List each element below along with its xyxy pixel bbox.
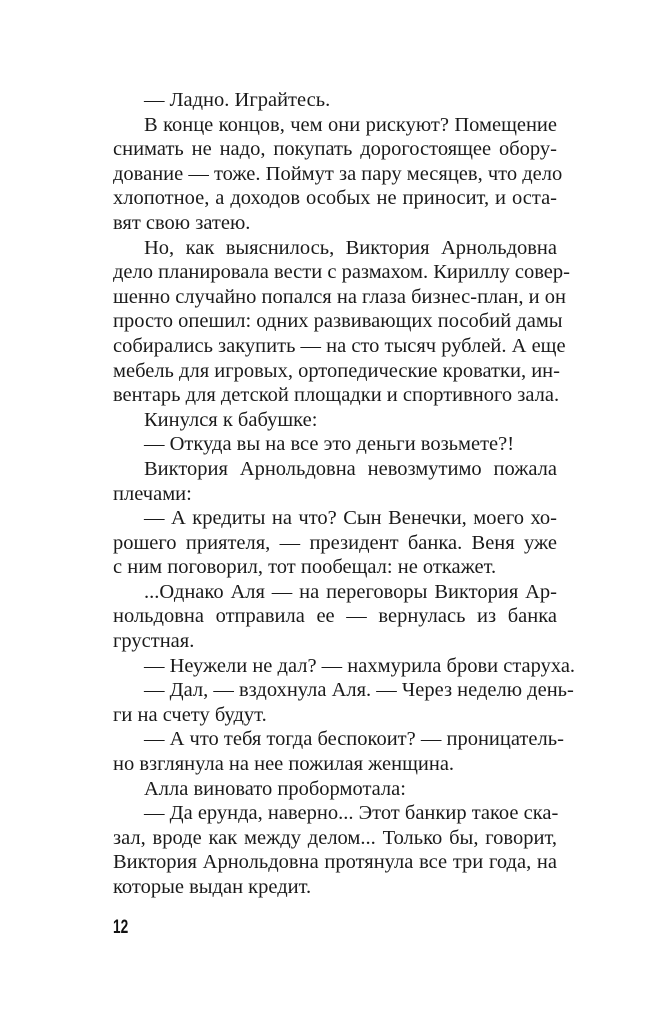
paragraph [113,678,574,727]
text-line: Виктория Арнольдовна невозмутимо пожала [144,457,557,480]
paragraph [113,727,564,776]
paragraph [113,777,557,802]
paragraph [113,506,557,580]
paragraph [113,580,557,654]
text-line: собирались закупить — на сто тысяч рублей. А еще [113,334,566,357]
text-line: вят свою затею. [113,211,251,234]
text-line: — Откуда вы на все это деньги возьмете?! [144,433,515,456]
text-line: дование — тоже. Поймут за пару месяцев, что дело [113,162,563,185]
paragraph [113,408,557,433]
text-line: Кинулся к бабушке: [144,408,318,431]
paragraph [113,113,563,236]
text-line: ...Однако Аля — на переговоры Виктория Ар- [144,580,557,603]
paragraph [113,654,576,679]
text-line: вентарь для детской площадки и спортивного зала. [113,384,560,407]
text-line: но взглянула на нее пожилая женщина. [113,753,455,776]
text-line: — Неужели не дал? — нахмурила брови старуха. [144,654,576,677]
text-line: — А кредиты на что? Сын Венечки, моего хо- [144,507,557,530]
paragraph [113,457,557,506]
text-line: хлопотное, а доходов особых не приносит, и оста- [113,187,557,210]
text-line: Алла виновато пробормотала: [144,777,406,800]
paragraph [113,88,557,113]
text-line: рошего приятеля, — президент банка. Веня уже [113,531,557,554]
paragraph [113,801,557,899]
paragraph [113,236,570,408]
text-line: — Ладно. Играйтесь. [144,89,331,111]
page-number: 12 [113,917,129,938]
text-line: В конце концов, чем они рискуют? Помещение [144,113,557,136]
text-line: ги на счету будут. [113,703,267,726]
text-line: — Дал, — вздохнула Аля. — Через неделю день- [144,679,574,702]
text-line: — Да ерунда, наверно... Этот банкир такое ска- [144,802,559,825]
paragraph [113,432,557,457]
text-line: грустная. [113,630,195,653]
text-line: мебель для игровых, ортопедические кроватки, ин- [113,359,560,382]
text-line: зал, вроде как между делом... Только бы, говорит, [113,826,557,849]
text-line: Виктория Арнольдовна протянула все три года, на [113,851,557,874]
text-line: которые выдан кредит. [113,876,312,898]
text-line: дело планировала вести с размахом. Кириллу совер- [113,261,570,284]
text-line: плечами: [113,482,192,505]
text-line: с ним поговорил, тот пообещал: не откажет. [113,556,497,579]
text-line: снимать не надо, покупать дорогостоящее обору- [113,138,557,161]
text-line: нольдовна отправила ее — вернулась из банка [113,605,557,628]
text-line: шенно случайно попался на глаза бизнес-план, и он [113,285,566,308]
page-body-text [113,88,576,900]
text-line: просто опешил: одних развивающих пособий дамы [113,310,563,333]
text-line: — А что тебя тогда беспокоит? — проницатель- [144,728,564,751]
text-line: Но, как выяснилось, Виктория Арнольдовна [144,236,557,259]
